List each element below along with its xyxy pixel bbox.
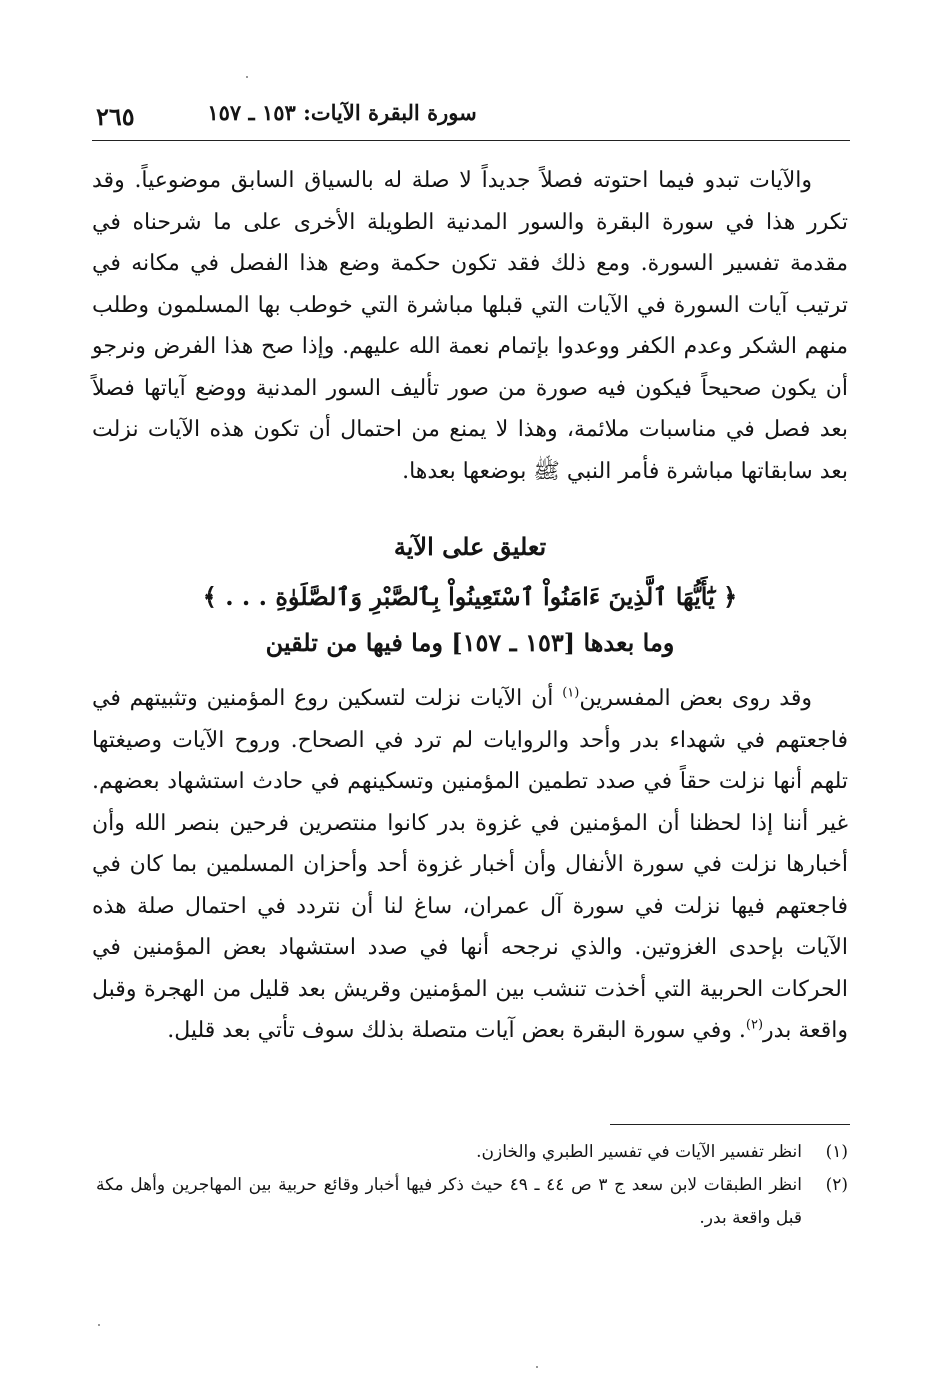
paragraph-2-text-b: أن الآيات نزلت لتسكين روع المؤمنين وتثبيتهم في فاجعتهم في شهداء بدر وأحد والروايات لم ترد في الصحاح. وروح الآيات وصيغتها تلهم أنها نزلت حقاً في صدد تطمين المؤمنين وتسكينهم في حادث استشهاد بعضهم. غير أننا إذا لحظنا أن المؤمنين في غزوة بدر كانوا منتصرين فرحين بنصر الله وأن أخبارها نزلت في سورة الأنفال وأن أخبار غزوة أحد وأحزان المسلمين بما كان في فاجعتهم فيها نزلت في سورة آل عمران، ساغ لنا أن نتردد في احتمال صلة هذه الآيات بإحدى الغزوتين. والذي نرجحه أنها في صدد استشهاد بعض المؤمنين في الحركات الحربية التي أخذت تنشب بين المؤمنين وقريش بعد قليل من الهجرة وقبل واقعة بدر bbox=[92, 686, 848, 1043]
footnotes bbox=[96, 1136, 848, 1235]
footnote-rule bbox=[610, 1124, 850, 1125]
footnote-2 bbox=[96, 1169, 848, 1235]
paragraph-2-text-a: وقد روى بعض المفسرين bbox=[579, 686, 812, 711]
running-head bbox=[96, 100, 848, 136]
header-rule bbox=[92, 140, 850, 141]
footnote-ref-1: (١) bbox=[562, 685, 580, 701]
running-title: سورة البقرة الآيات: ١٥٣ ـ ١٥٧ bbox=[207, 100, 477, 125]
quranic-verse-heading: ﴿ يَٰٓأَيُّهَا ٱلَّذِينَ ءَامَنُواْ ٱسْتَعِينُواْ بِٱلصَّبْرِ وَٱلصَّلَوٰةِ . . . ﴾ bbox=[202, 582, 738, 611]
footnote-text: انظر الطبقات لابن سعد ج ٣ ص ٤٤ ـ ٤٩ حيث ذكر فيها أخبار وقائع حربية بين المهاجرين وأهل مكة قبل واقعة بدر. bbox=[96, 1175, 802, 1228]
section-subheading: وما بعدها [١٥٣ ـ ١٥٧] وما فيها من تلقين bbox=[265, 628, 675, 657]
footnote-marker: (٢) bbox=[825, 1175, 848, 1195]
paragraph-1-text: والآيات تبدو فيما احتوته فصلاً جديداً لا صلة له بالسياق السابق موضوعياً. وقد تكرر هذا في سورة البقرة والسور المدنية الطويلة الأخرى على ما شرحناه في مقدمة تفسير السورة. ومع ذلك فقد تكون حكمة وضع هذا الفصل في مكانه في ترتيب آيات السورة في الآيات التي قبلها مباشرة التي خوطب بها المسلمون وطلب منهم الشكر وعدم الكفر ووعدوا بإتمام نعمة الله عليهم. وإذا صح هذا الفرض ونرجو أن يكون صحيحاً فيكون فيه صورة من صور تأليف السور المدنية ووضع آياتها فصلاً بعد فصل في مناسبات ملائمة، وهذا لا يمنع من احتمال أن تكون هذه الآيات نزلت بعد سابقاتها مباشرة فأمر النبي ﷺ بوضعها بعدها. bbox=[92, 168, 849, 484]
page-number: ٢٦٥ bbox=[96, 102, 135, 131]
footnote-marker: (١) bbox=[825, 1142, 848, 1162]
footnote-ref-2: (٢) bbox=[745, 1017, 764, 1033]
section-heading: تعليق على الآية bbox=[393, 532, 547, 561]
scan-speck bbox=[536, 1366, 538, 1368]
paragraph-2 bbox=[92, 678, 848, 1052]
paragraph-2-text-c: . وفي سورة البقرة بعض آيات متصلة بذلك سوف تأتي بعد قليل. bbox=[167, 1018, 746, 1043]
footnote-1 bbox=[96, 1136, 848, 1169]
scan-speck bbox=[98, 1324, 100, 1326]
paragraph-1 bbox=[92, 160, 848, 492]
footnote-text: انظر تفسير الآيات في تفسير الطبري والخازن. bbox=[476, 1142, 802, 1162]
scan-speck bbox=[246, 76, 248, 78]
